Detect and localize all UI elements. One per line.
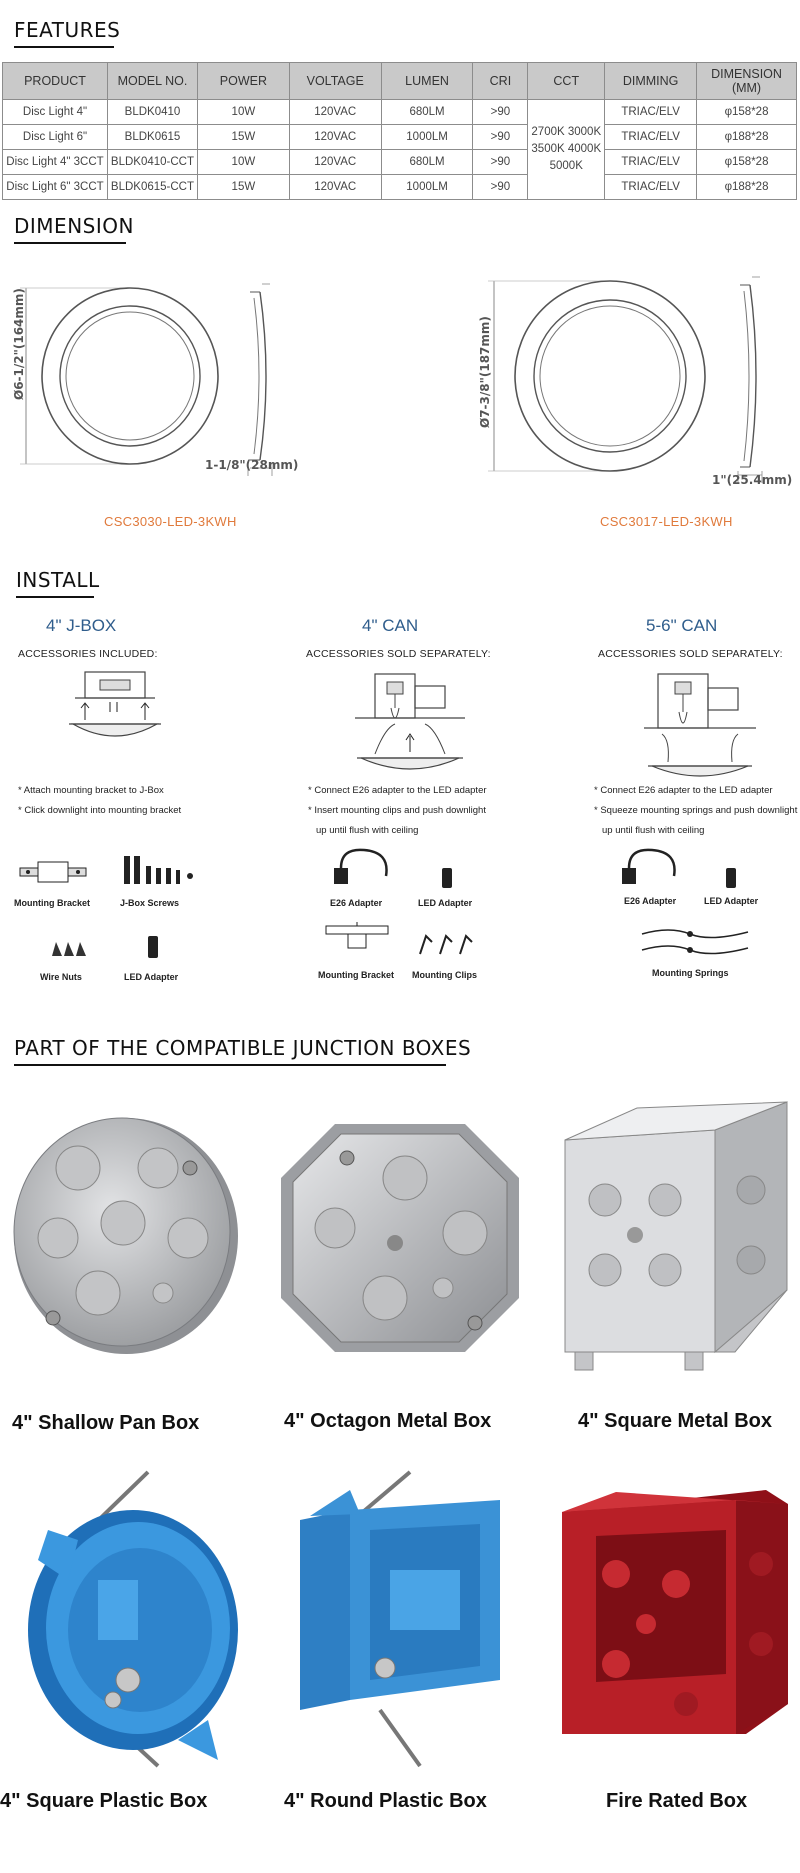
dimension-underline [14,242,126,244]
cell-lumen: 680LM [381,150,473,175]
round-plastic-box-label: 4" Round Plastic Box [284,1790,487,1812]
install-jbox-title: 4" J-BOX [46,616,117,635]
shallow-pan-box-image [8,1108,238,1358]
cell-voltage: 120VAC [289,100,381,125]
cell-power: 15W [197,175,289,200]
th-power: POWER [197,63,289,100]
cell-dimension: φ188*28 [697,125,797,150]
cell-cri: >90 [473,175,528,200]
features-underline [14,46,114,48]
octagon-metal-box-image [275,1118,525,1358]
acc-e26-adapter-label-2: E26 Adapter [624,896,677,906]
jbox-install-diagram [55,668,175,748]
cell-model: BLDK0410-CCT [107,150,197,175]
table-row [3,150,797,175]
mounting-bracket-icon [18,860,88,884]
disc-6-model-caption: CSC3017-LED-3KWH [600,514,733,529]
cell-dimming: TRIAC/ELV [605,125,697,150]
th-model: MODEL NO. [107,63,197,100]
fire-rated-box-image [556,1484,794,1740]
install-56can-step-2b: up until flush with ceiling [602,825,705,836]
junction-underline [14,1064,446,1066]
acc-led-adapter-label-3: LED Adapter [704,896,759,906]
cell-lumen: 680LM [381,100,473,125]
install-jbox-step-1: * Attach mounting bracket to J-Box [18,785,164,796]
cell-model: BLDK0410 [107,100,197,125]
th-lumen: LUMEN [381,63,473,100]
table-row [3,175,797,200]
fire-rated-box-label: Fire Rated Box [606,1790,748,1812]
install-4can-title: 4" CAN [362,616,419,635]
cell-cri: >90 [473,125,528,150]
acc-mounting-clips-label: Mounting Clips [412,970,477,980]
led-adapter-icon-3 [724,866,738,892]
cell-model: BLDK0615 [107,125,197,150]
th-dimension: DIMENSION (MM) [697,63,797,100]
acc-e26-adapter-label: E26 Adapter [330,898,383,908]
cell-dimension: φ158*28 [697,100,797,125]
disc-6-depth-label: 1"(25.4mm) [712,473,793,487]
cell-cri: >90 [473,100,528,125]
octagon-metal-box-label: 4" Octagon Metal Box [284,1410,492,1432]
install-jbox-step-2: * Click downlight into mounting bracket [18,805,182,816]
th-cri: CRI [473,63,528,100]
cell-model: BLDK0615-CCT [107,175,197,200]
cell-dimming: TRIAC/ELV [605,175,697,200]
square-plastic-box-label: 4" Square Plastic Box [0,1790,208,1812]
jbox-screws-icon [120,852,200,888]
acc-led-adapter-label-2: LED Adapter [418,898,473,908]
table-header-row [3,63,797,100]
install-4can-step-1: * Connect E26 adapter to the LED adapter [308,785,487,796]
disc-6-diameter-label: Ø7-3/8"(187mm) [478,316,492,428]
cell-power: 15W [197,125,289,150]
cell-cri: >90 [473,150,528,175]
mounting-clips-icon [416,932,476,958]
install-jbox-sub: ACCESSORIES INCLUDED: [18,648,158,660]
acc-led-adapter-label: LED Adapter [124,972,179,982]
junction-heading: PART OF THE COMPATIBLE JUNCTION BOXES [14,1036,471,1060]
install-underline [16,596,94,598]
cell-voltage: 120VAC [289,175,381,200]
features-table [2,62,797,200]
cell-lumen: 1000LM [381,125,473,150]
round-plastic-box-image [290,1470,510,1770]
install-4can-step-2: * Insert mounting clips and push downlight [308,805,486,816]
install-56can-step-2: * Squeeze mounting springs and push downlight [594,805,798,816]
install-56can-sub: ACCESSORIES SOLD SEPARATELY: [598,648,783,660]
4can-install-diagram [345,668,475,780]
th-cct: CCT [528,63,605,100]
table-row [3,125,797,150]
install-4can-sub: ACCESSORIES SOLD SEPARATELY: [306,648,491,660]
dimension-heading: DIMENSION [14,214,134,238]
cell-product: Disc Light 4" [3,100,108,125]
mounting-springs-icon [640,924,750,958]
install-heading: INSTALL [16,568,100,592]
mounting-bracket-icon-2 [322,920,392,954]
cell-dimming: TRIAC/ELV [605,150,697,175]
acc-wire-nuts-label: Wire Nuts [40,972,82,982]
e26-adapter-icon [330,846,396,886]
disc-4-drawing [10,280,310,480]
led-adapter-icon [146,934,160,960]
shallow-pan-box-label: 4" Shallow Pan Box [12,1412,200,1434]
table-row [3,100,797,125]
square-plastic-box-image [18,1470,248,1770]
e26-adapter-icon-2 [618,846,684,886]
acc-jbox-screws-label: J-Box Screws [120,898,180,908]
disc-4-diameter-label: Ø6-1/2"(164mm) [12,288,26,400]
cell-voltage: 120VAC [289,150,381,175]
disc-4-model-caption: CSC3030-LED-3KWH [104,514,237,529]
cell-dimension: φ188*28 [697,175,797,200]
cell-dimming: TRIAC/ELV [605,100,697,125]
install-56can-title: 5-6" CAN [646,616,718,635]
cell-product: Disc Light 4" 3CCT [3,150,108,175]
cell-product: Disc Light 6" [3,125,108,150]
th-voltage: VOLTAGE [289,63,381,100]
disc-6-drawing [480,275,793,487]
features-heading: FEATURES [14,18,120,42]
cell-product: Disc Light 6" 3CCT [3,175,108,200]
install-4can-step-2b: up until flush with ceiling [316,825,419,836]
wire-nuts-icon [48,938,88,958]
install-56can-step-1: * Connect E26 adapter to the LED adapter [594,785,773,796]
cell-voltage: 120VAC [289,125,381,150]
led-adapter-icon-2 [440,866,454,892]
square-metal-box-label: 4" Square Metal Box [578,1410,772,1432]
cell-lumen: 1000LM [381,175,473,200]
acc-mounting-bracket-label: Mounting Bracket [14,898,91,908]
cell-dimension: φ158*28 [697,150,797,175]
th-dimming: DIMMING [605,63,697,100]
56can-install-diagram [640,668,760,780]
acc-mounting-bracket-label-2: Mounting Bracket [318,970,395,980]
square-metal-box-image [555,1090,795,1380]
cell-cct: 2700K 3000K 3500K 4000K 5000K [528,100,605,200]
cell-power: 10W [197,100,289,125]
cell-power: 10W [197,150,289,175]
disc-4-depth-label: 1-1/8"(28mm) [205,458,299,472]
th-product: PRODUCT [3,63,108,100]
acc-mounting-springs-label: Mounting Springs [652,968,729,978]
